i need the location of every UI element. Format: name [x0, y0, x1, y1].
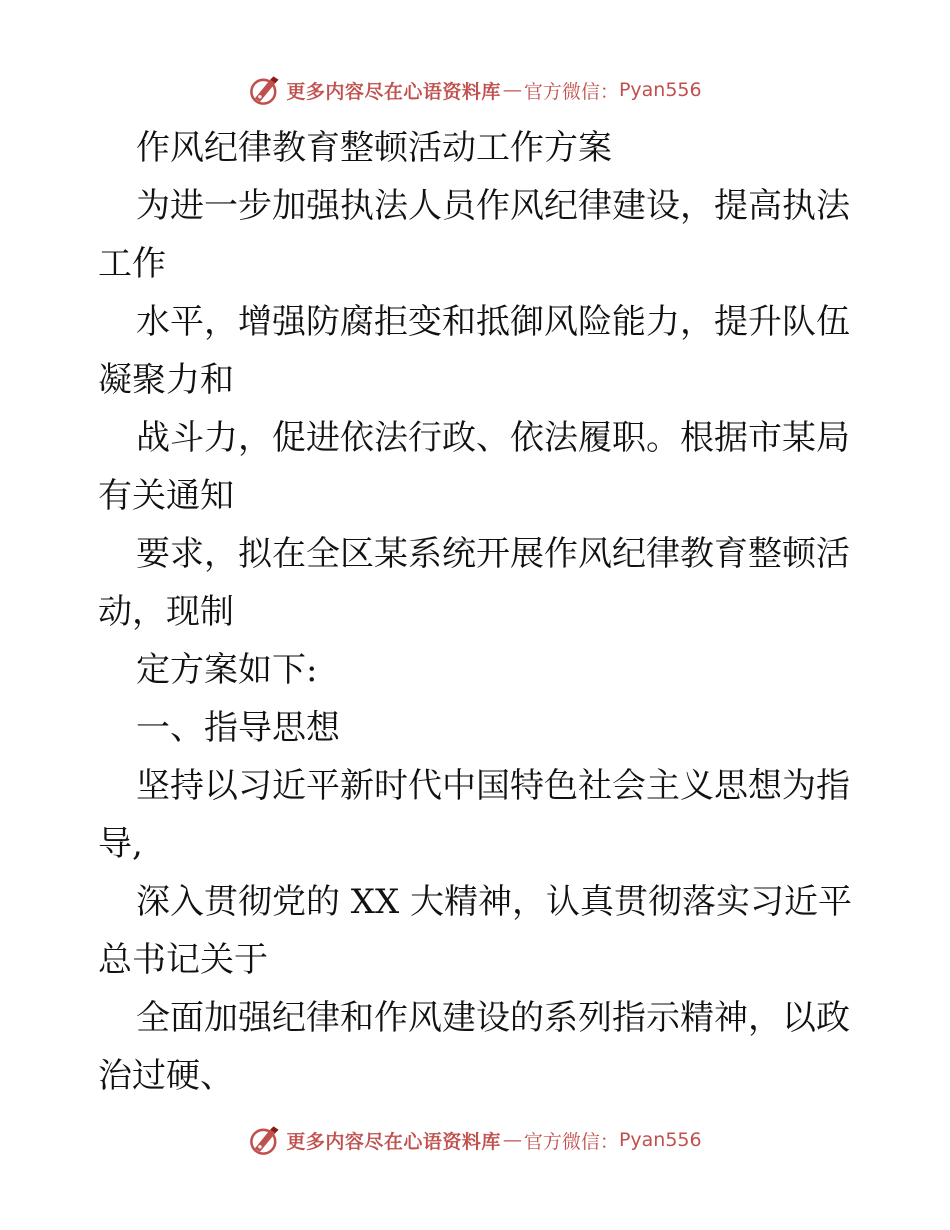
watermark-text: 更多内容尽在心语资料库	[286, 1130, 501, 1153]
body-line: 治过硬、	[98, 1056, 234, 1096]
body-line: 战斗力，促进依法行政、依法履职。根据市某局	[136, 418, 850, 458]
body-line: 定方案如下:	[136, 650, 318, 690]
body-line: 坚持以习近平新时代中国特色社会主义思想为指	[136, 766, 850, 806]
watermark-footer	[0, 1122, 950, 1158]
watermark-separator: —	[502, 79, 522, 101]
section-heading: 一、指导思想	[136, 708, 340, 748]
body-line: 凝聚力和	[98, 360, 234, 400]
watermark-text: 更多内容尽在心语资料库	[286, 80, 501, 103]
body-line: 总书记关于	[98, 940, 268, 980]
pen-logo-icon	[248, 1123, 282, 1157]
body-line: 为进一步加强执法人员作风纪律建设，提高执法	[136, 186, 850, 226]
body-line: 全面加强纪律和作风建设的系列指示精神，以政	[136, 998, 850, 1038]
pen-logo-icon	[248, 73, 282, 107]
body-line: 深入贯彻党的 XX 大精神，认真贯彻落实习近平	[136, 882, 853, 922]
body-line: 有关通知	[98, 476, 234, 516]
body-line: 要求，拟在全区某系统开展作风纪律教育整顿活	[136, 534, 850, 574]
body-line: 动，现制	[98, 592, 234, 632]
watermark-label: 官方微信：	[523, 1130, 619, 1153]
watermark-wechat-id: Pyan556	[618, 79, 702, 101]
document-title: 作风纪律教育整顿活动工作方案	[136, 128, 612, 168]
watermark-header	[0, 72, 950, 108]
body-line: 工作	[98, 244, 166, 284]
watermark-wechat-id: Pyan556	[618, 1129, 702, 1151]
watermark-label: 官方微信：	[523, 80, 619, 103]
watermark-separator: —	[502, 1129, 522, 1151]
body-line: 导,	[98, 824, 143, 864]
body-line: 水平，增强防腐拒变和抵御风险能力，提升队伍	[136, 302, 850, 342]
